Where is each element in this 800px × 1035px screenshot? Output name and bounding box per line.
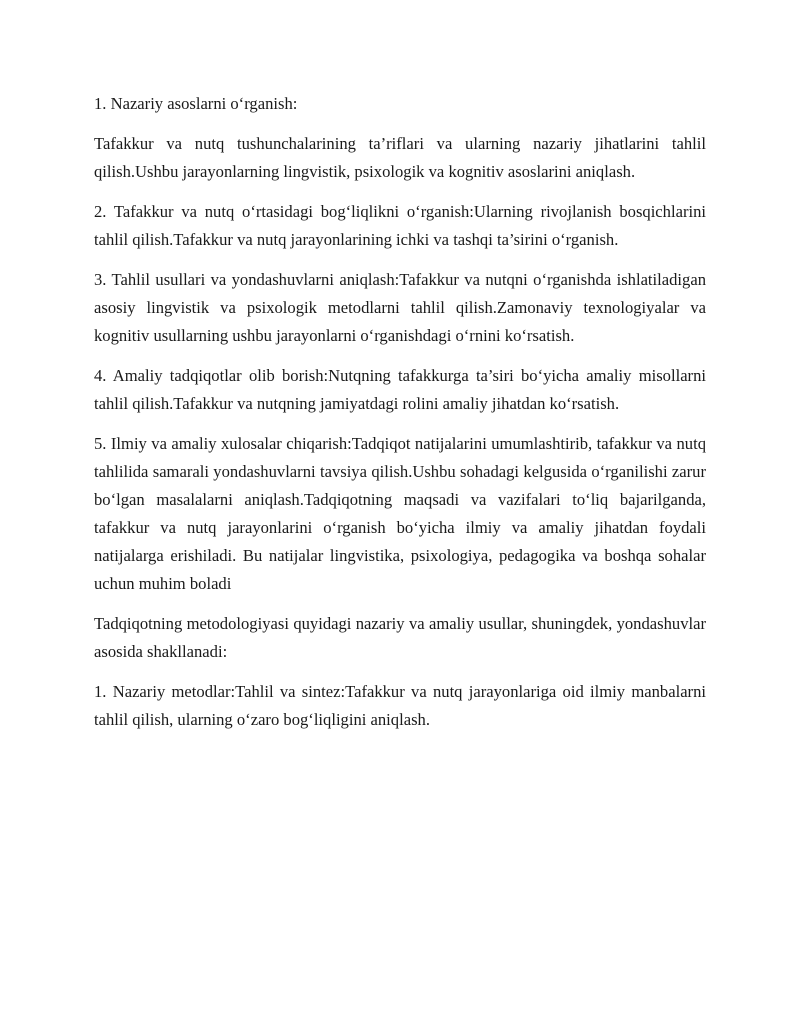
paragraph-2: 2. Tafakkur va nutq o‘rtasidagi bog‘liqlikni o‘rganish:Ularning rivojlanish bosqichlarini tahlil qilish.Tafakkur va nutq jarayonlarining ichki va tashqi ta’sirini o‘rganish. [94, 202, 706, 249]
paragraph-1: Tafakkur va nutq tushunchalarining ta’riflari va ularning nazariy jihatlarini tahlil qilish.Ushbu jarayonlarning lingvistik, psixologik va kognitiv asoslarini aniqlash. [94, 134, 706, 181]
document-body [94, 90, 706, 746]
paragraph-5: 5. Ilmiy va amaliy xulosalar chiqarish:Tadqiqot natijalarini umumlashtirib, tafakkur va nutq tahlilida samarali yondashuvlarni tavsiya qilish.Ushbu sohadagi kelgusida o‘rganilishi zarur bo‘lgan masalalarni aniqlash.Tadqiqotning maqsadi va vazifalari to‘liq bajarilganda, tafakkur va nutq jarayonlarini o‘rganish bo‘yicha ilmiy va amaliy jihatdan foydali natijalarga erishiladi. Bu natijalar lingvistika, psixologiya, pedagogika va boshqa sohalar uchun muhim boladi [94, 434, 706, 593]
paragraph-7: 1. Nazariy metodlar:Tahlil va sintez:Tafakkur va nutq jarayonlariga oid ilmiy manbalarni tahlil qilish, ularning o‘zaro bog‘liqligini aniqlash. [94, 682, 706, 729]
paragraph-3: 3. Tahlil usullari va yondashuvlarni aniqlash:Tafakkur va nutqni o‘rganishda ishlatiladigan asosiy lingvistik va psixologik metodlarni tahlil qilish.Zamonaviy texnologiyalar va kognitiv usullarning ushbu jarayonlarni o‘rganishdagi o‘rnini ko‘rsatish. [94, 270, 706, 345]
paragraph-4: 4. Amaliy tadqiqotlar olib borish:Nutqning tafakkurga ta’siri bo‘yicha amaliy misollarni tahlil qilish.Tafakkur va nutqning jamiyatdagi rolini amaliy jihatdan ko‘rsatish. [94, 366, 706, 413]
paragraph-6: Tadqiqotning metodologiyasi quyidagi nazariy va amaliy usullar, shuningdek, yondashuvlar asosida shakllanadi: [94, 614, 706, 661]
section-heading-1: 1. Nazariy asoslarni o‘rganish: [94, 94, 298, 113]
